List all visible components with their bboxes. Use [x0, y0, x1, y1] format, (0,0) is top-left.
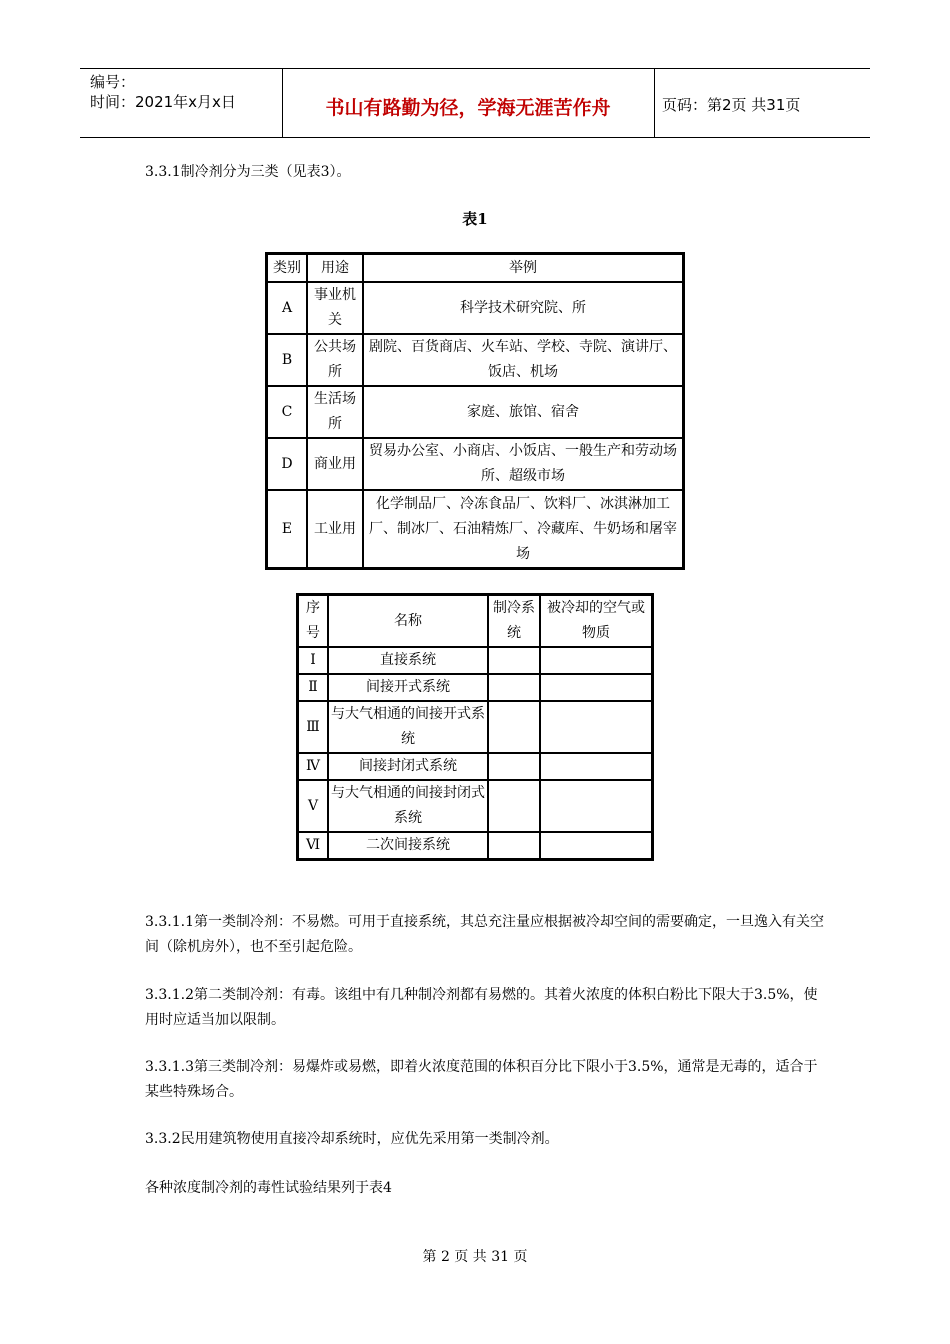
medium-cell [540, 647, 652, 674]
table-row [267, 282, 683, 334]
table-system-types [296, 593, 654, 861]
serial-cell: Ⅲ [298, 701, 328, 753]
table-row [267, 386, 683, 438]
table-row [298, 832, 652, 859]
serial-cell: Ⅵ [298, 832, 328, 859]
system-cell [488, 674, 540, 701]
examples-cell: 家庭、旅馆、宿舍 [363, 386, 683, 438]
header-page-cell [654, 69, 870, 137]
table-header-row [298, 595, 652, 647]
header-category: 类别 [267, 254, 307, 282]
paragraph-3-3-1-1: 3.3.1.1第一类制冷剂：不易燃。可用于直接系统，其总充注量应根据被冷却空间的需要确定，一旦逸入有关空间（除机房外），也不至引起危险。 [145, 914, 824, 955]
usage-cell: 事业机关 [307, 282, 363, 334]
medium-cell [540, 701, 652, 753]
table-row [298, 647, 652, 674]
examples-cell: 剧院、百货商店、火车站、学校、寺院、演讲厅、饭店、机场 [363, 334, 683, 386]
category-cell: A [267, 282, 307, 334]
table-row [267, 490, 683, 568]
serial-cell: Ⅰ [298, 647, 328, 674]
name-cell: 间接封闭式系统 [328, 753, 488, 780]
paragraph-3-3-1: 3.3.1制冷剂分为三类（见表3）。 [145, 164, 351, 180]
header-page-number: 页码：第2页 共31页 [662, 96, 801, 114]
category-cell: E [267, 490, 307, 568]
medium-cell [540, 780, 652, 832]
name-cell: 二次间接系统 [328, 832, 488, 859]
name-cell: 与大气相通的间接封闭式系统 [328, 780, 488, 832]
page-footer: 第 2 页 共 31 页 [422, 1249, 528, 1265]
usage-cell: 生活场所 [307, 386, 363, 438]
medium-cell [540, 753, 652, 780]
medium-cell [540, 832, 652, 859]
table-row [298, 780, 652, 832]
table1-caption: 表1 [462, 210, 488, 228]
table-row [298, 753, 652, 780]
header-motto-cell [282, 69, 655, 137]
document-time: 时间：2021年x月x日 [90, 93, 236, 111]
usage-cell: 工业用 [307, 490, 363, 568]
category-cell: B [267, 334, 307, 386]
name-cell: 与大气相通的间接开式系统 [328, 701, 488, 753]
category-cell: C [267, 386, 307, 438]
header-refrigeration-system: 制冷系统 [488, 595, 540, 647]
header-serial: 序号 [298, 595, 328, 647]
paragraph-toxicity-note: 各种浓度制冷剂的毒性试验结果列于表4 [145, 1180, 392, 1196]
paragraph-3-3-1-2: 3.3.1.2第二类制冷剂：有毒。该组中有几种制冷剂都有易燃的。其着火浓度的体积白粉比下限大于3.5%，使用时应适当加以限制。 [145, 987, 818, 1028]
paragraph-3-3-2: 3.3.2民用建筑物使用直接冷却系统时，应优先采用第一类制冷剂。 [145, 1131, 559, 1147]
examples-cell: 贸易办公室、小商店、小饭店、一般生产和劳动场所、超级市场 [363, 438, 683, 490]
examples-cell: 化学制品厂、冷冻食品厂、饮料厂、冰淇淋加工厂、制冰厂、石油精炼厂、冷藏库、牛奶场和屠宰场 [363, 490, 683, 568]
serial-cell: Ⅱ [298, 674, 328, 701]
system-cell [488, 753, 540, 780]
system-cell [488, 832, 540, 859]
header-cooled-medium: 被冷却的空气或物质 [540, 595, 652, 647]
system-cell [488, 647, 540, 674]
page-header [80, 68, 870, 138]
header-examples: 举例 [363, 254, 683, 282]
usage-cell: 公共场所 [307, 334, 363, 386]
category-cell: D [267, 438, 307, 490]
table-row [298, 701, 652, 753]
serial-cell: Ⅴ [298, 780, 328, 832]
usage-cell: 商业用 [307, 438, 363, 490]
header-meta [80, 69, 283, 137]
header-usage: 用途 [307, 254, 363, 282]
table-row [267, 438, 683, 490]
system-cell [488, 701, 540, 753]
examples-cell: 科学技术研究院、所 [363, 282, 683, 334]
serial-cell: Ⅳ [298, 753, 328, 780]
table-row [267, 334, 683, 386]
table-row [298, 674, 652, 701]
system-cell [488, 780, 540, 832]
medium-cell [540, 674, 652, 701]
paragraph-3-3-1-3: 3.3.1.3第三类制冷剂：易爆炸或易燃，即着火浓度范围的体积百分比下限小于3.5%，通常是无毒的，适合于某些特殊场合。 [145, 1059, 818, 1100]
table-header-row [267, 254, 683, 282]
name-cell: 间接开式系统 [328, 674, 488, 701]
table-usage-categories [265, 252, 685, 570]
name-cell: 直接系统 [328, 647, 488, 674]
document-number: 编号： [90, 73, 136, 91]
header-motto: 书山有路勤为径，学海无涯苦作舟 [325, 97, 611, 119]
header-name: 名称 [328, 595, 488, 647]
